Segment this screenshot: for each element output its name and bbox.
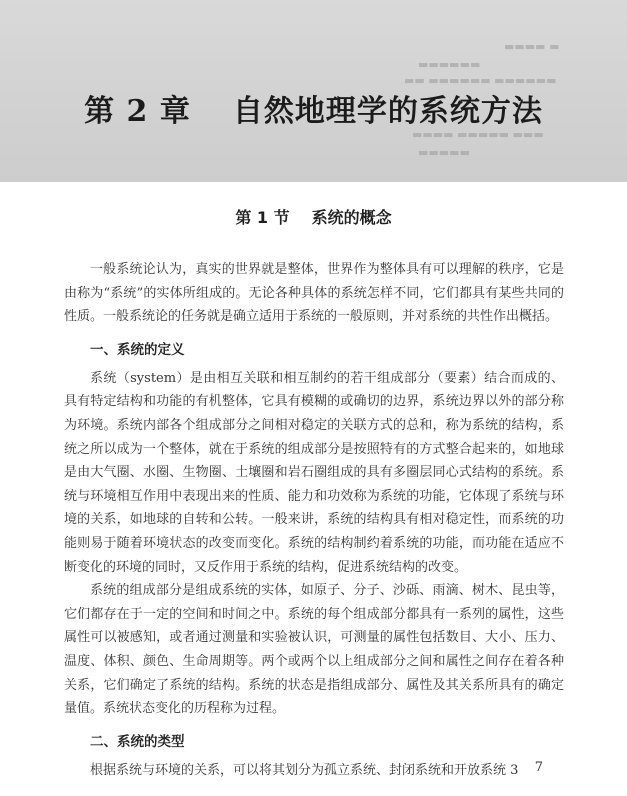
section-title — [0, 205, 627, 228]
bleed-through-text: ▬▬▬▬ ▬▬▬▬▬ ▬▬▬ — [412, 128, 544, 141]
bleed-through-text: ▬▬▬▬▬ — [418, 146, 470, 159]
chapter-number: 第 2 章 — [84, 94, 191, 129]
bleed-through-text: ▬▬▬▬ ▬ — [504, 40, 560, 53]
page-body — [64, 258, 564, 782]
section-title-text: 系统的概念 — [311, 208, 392, 227]
definition-paragraph-2: 系统的组成部分是组成系统的实体，如原子、分子、沙砾、雨滴、树木、昆虫等，它们都存在于一定的空间和时间之中。系统的每个组成部分都具有一系列的属性，这些属性可以被感知，或者通过测量和实验被认识，可测量的属性包括数目、大小、压力、温度、体积、颜色、生命周期等。两个或两个以上组成部分之间和属性之间存在着各种关系，它们确定了系统的结构。系统的状态是指组成部分、属性及其关系所具有的确定量值。系统状态变化的历程称为过程。 — [64, 583, 564, 717]
chapter-header-band — [0, 0, 627, 182]
types-paragraph: 根据系统与环境的关系，可以将其划分为孤立系统、封闭系统和开放系统 3 — [90, 762, 519, 778]
bleed-through-text: ▬▬ ▬▬▬▬▬▬ ▬▬▬▬▬▬ — [404, 74, 557, 87]
chapter-title-text: 自然地理学的系统方法 — [232, 94, 543, 129]
chapter-title — [0, 86, 627, 130]
subheading-definition: 一、系统的定义 — [90, 341, 185, 358]
intro-paragraph: 一般系统论认为，真实的世界就是整体，世界作为整体具有可以理解的秩序，它是由称为“系统”的实体所组成的。无论各种具体的系统怎样不同，它们都具有某些共同的性质。一般系统论的任务就是确立适用于系统的一般原则，并对系统的共性作出概括。 — [64, 262, 564, 325]
subheading-types: 二、系统的类型 — [90, 733, 185, 750]
page-number: 7 — [534, 760, 543, 775]
bleed-through-text: ▬▬▬▬▬▬ — [418, 58, 481, 71]
section-number: 第 1 节 — [235, 208, 290, 227]
definition-paragraph-1: 系统（system）是由相互关联和相互制约的若干组成部分（要素）结合而成的、具有特定结构和功能的有机整体，它具有模糊的或确切的边界，系统边界以外的部分称为环境。系统内部各个组成部分之间相对稳定的关联方式的总和，称为系统的结构，系统之所以成为一个整体，就在于系统的组成部分是按照特有的方式整合起来的，如地球是由大气圈、水圈、生物圈、土壤圈和岩石圈组成的具有多圈层同心式结构的系统。系统与环境相互作用中表现出来的性质、能力和功效称为系统的功能，它体现了系统与环境的关系，如地球的自转和公转。一般来讲，系统的结构具有相对稳定性，而系统的功能则易于随着环境状态的改变而变化。系统的结构制约着系统的功能，而功能在适应不断变化的环境的同时，又反作用于系统的结构，促进系统结构的改变。 — [64, 370, 564, 575]
